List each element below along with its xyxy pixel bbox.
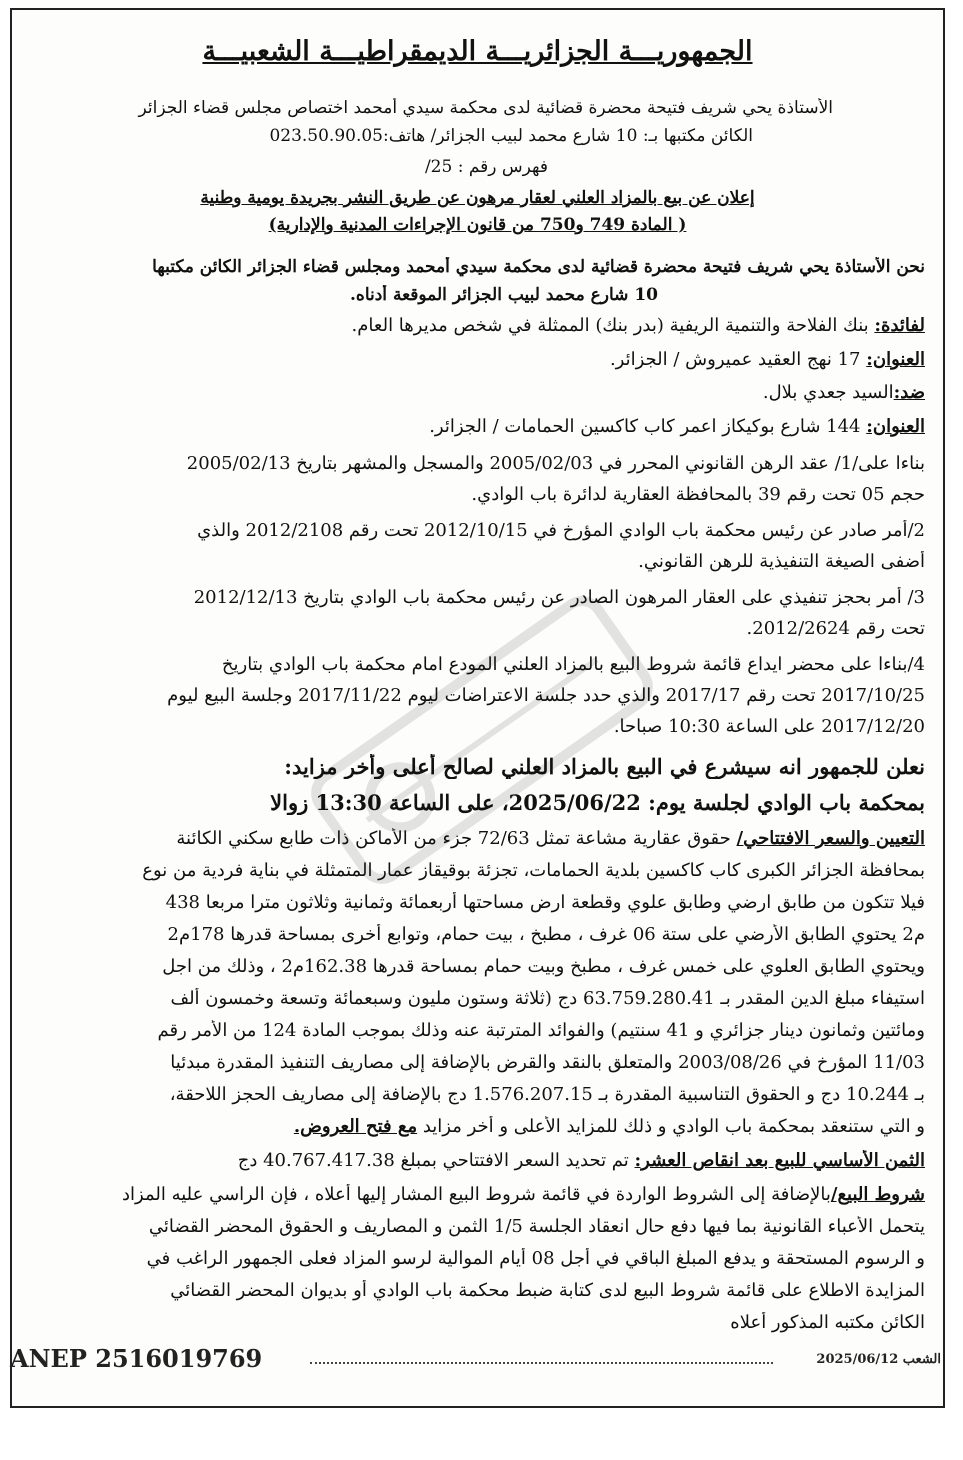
base-price-line: [30, 1150, 925, 1171]
details-line-4: م2 يحتوي الطابق الأرضي على ستة 06 غرف ، مطبخ ، بيت حمام، وتوابع أخرى بمساحة قدرها 178م2: [167, 924, 925, 945]
conditions-line-5: الكائن مكتبه المذكور أعلاه: [730, 1312, 925, 1333]
open-bids-note: مع فتح العروض.: [293, 1116, 418, 1137]
bailiff-line: الأستاذة يحي شريف فتيحة محضرة قضائية لدى محكمة سيدي أمحمد اختصاص مجلس قضاء الجزائر: [138, 98, 833, 118]
basis-line-3: 2/أمر صادر عن رئيس محكمة باب الوادي المؤرخ في 2012/10/15 تحت رقم 2012/2108 والذي: [197, 520, 925, 541]
beneficiary-value: بنك الفلاحة والتنمية الريفية (بدر بنك) الممثلة في شخص مديرها العام.: [351, 315, 875, 336]
basis-line-6: تحت رقم 2012/2624.: [746, 618, 925, 639]
index-number: فهرس رقم : 25/: [424, 157, 548, 177]
conditions-line-1: [30, 1184, 925, 1205]
anep-number: ANEP 2516019769: [10, 1344, 263, 1373]
republic-title: الجمهوريـــة الجزائريـــة الديمقراطيـــة الشعبيـــة: [202, 36, 753, 67]
details-line-2: بمحافظة الجزائر الكبرى كاب كاكسين بلدية الحمامات، تجزئة بوقيقاز عمار المتمثلة في بناية فردية من نوع: [142, 860, 925, 881]
debtor-address-line: [30, 416, 925, 437]
beneficiary-label: لفائدة:: [874, 315, 925, 336]
basis-line-4: أضفى الصيغة التنفيذية للرهن القانوني.: [638, 551, 925, 572]
basis-line-8: 2017/10/25 تحت رقم 2017/17 والذي حدد جلسة الاعتراضات ليوم 2017/11/22 وجلسة البيع ليوم: [167, 685, 925, 706]
against-label: ضد:: [893, 382, 925, 403]
base-price-value: تم تحديد السعر الافتتاحي بمبلغ 40.767.417.38 دج: [237, 1150, 635, 1171]
public-announcement-1: نعلن للجمهور انه سيشرع في البيع بالمزاد العلني لصالح أعلى وأخر مزايد:: [284, 754, 925, 779]
sale-session-date: بمحكمة باب الوادي لجلسة يوم: 2025/06/22، على الساعة 13:30 زوالا: [270, 790, 925, 815]
announcement-heading: إعلان عن بيع بالمزاد العلني لعقار مرهون عن طريق النشر بجريدة يومية وطنية: [200, 188, 755, 208]
details-line-7: ومائتين وثمانون دينار جزائري و 41 سنتيم) والفوائد المترتبة عنه وذلك بموجب المادة 124 من الأمر رقم: [157, 1020, 925, 1041]
basis-line-9: 2017/12/20 على الساعة 10:30 صباحا.: [613, 716, 925, 737]
basis-line-1: بناءا على/1/ عقد الرهن القانوني المحرر في 2005/02/03 والمسجل والمشهر بتاريخ 2005/02/13: [186, 453, 925, 474]
address-label-2: العنوان:: [866, 416, 925, 437]
debtor-address: 144 شارع بوكيكاز اعمر كاب كاكسين الحمامات / الجزائر.: [429, 416, 867, 437]
details-line-1: [30, 828, 925, 849]
beneficiary-address: 17 نهج العقيد عميروش / الجزائر.: [609, 349, 867, 370]
office-address-line: الكائن مكتبها بـ: 10 شارع محمد لبيب الجزائر/ هاتف:023.50.90.05: [269, 126, 753, 146]
basis-line-2: حجم 05 تحت رقم 39 بالمحافظة العقارية لدائرة باب الوادي.: [471, 484, 925, 505]
against-line: [30, 382, 925, 403]
details-text-10: و التي ستنعقد بمحكمة باب الوادي و ذلك للمزايد الأعلى و أخر مزايد: [417, 1116, 925, 1137]
details-line-9: بـ 10.244 دج و الحقوق التناسبية المقدرة بـ 1.576.207.15 دج بالإضافة إلى مصاريف الحجز اللاحقة،: [169, 1084, 925, 1105]
beneficiary-line: [30, 315, 925, 336]
intro-line-2: 10 شارع محمد لبيب الجزائر الموقعة أدناه.: [350, 285, 658, 305]
footer-divider: [310, 1362, 773, 1364]
announcement-articles: ( المادة 749 و750 من قانون الإجراءات المدنية والإدارية): [268, 215, 687, 235]
basis-line-5: 3/ أمر بحجز تنفيذي على العقار المرهون الصادر عن رئيس محكمة باب الوادي بتاريخ 2012/12/13: [193, 587, 925, 608]
intro-line-1: نحن الأستاذة يحي شريف فتيحة محضرة قضائية لدى محكمة سيدي أمحمد ومجلس قضاء الجزائر الكائن مكتبها: [152, 257, 925, 277]
details-text-1: حقوق عقارية مشاعة تمثل 72/63 جزء من الأماكن ذات طابع سكني الكائنة: [176, 828, 737, 849]
beneficiary-address-line: [30, 349, 925, 370]
conditions-text-1: بالإضافة إلى الشروط الواردة في قائمة شروط البيع المشار إليها أعلاه ، فإن الراسي عليه المزاد: [122, 1184, 831, 1205]
conditions-line-4: المزايدة الاطلاع على قائمة شروط البيع لدى كتابة ضبط محكمة باب الوادي أو بديوان المحضر القضائي: [170, 1280, 925, 1301]
details-line-3: فيلا تتكون من طابق ارضي وطابق علوي وقطعة ارض مساحتها أربعمائة وثمانية وثلاثون مترا مربعا 438: [165, 892, 925, 913]
basis-line-7: 4/بناءا على محضر ايداع قائمة شروط البيع بالمزاد العلني المودع امام محكمة باب الوادي بتاريخ: [221, 654, 925, 675]
conditions-label: شروط البيع/: [830, 1184, 925, 1205]
conditions-line-3: و الرسوم المستحقة و يدفع المبلغ الباقي في أجل 08 أيام الموالية لرسو المزاد فعلى الجمهور الراغب في: [146, 1248, 925, 1269]
details-label: التعيين والسعر الافتتاحي/: [736, 828, 925, 849]
address-label: العنوان:: [866, 349, 925, 370]
legal-notice-page: [10, 8, 945, 1408]
publication-date: الشعب 2025/06/12: [816, 1352, 941, 1367]
details-line-5: ويحتوي الطابق العلوي على خمس غرف ، مطبخ وبيت حمام بمساحة قدرها 162.38م2 ، وذلك من اجل: [162, 956, 925, 977]
base-price-label: الثمن الأساسي للبيع بعد انقاص العشر:: [634, 1150, 925, 1171]
details-line-8: 11/03 المؤرخ في 2003/08/26 والمتعلق بالنقد والقرض بالإضافة إلى مصاريف التنفيذ المقدرة مبدئيا: [170, 1052, 925, 1073]
debtor-name: السيد جعدي بلال.: [762, 382, 894, 403]
conditions-line-2: يتحمل الأعباء القانونية بما فيها دفع حال انعقاد الجلسة 1/5 الثمن و المصاريف و الحقوق المحضر القضائي: [148, 1216, 925, 1237]
details-line-6: استيفاء مبلغ الدين المقدر بـ 63.759.280.41 دج (ثلاثة وستون مليون وسبعمائة وتسعة وخمسون ألف: [170, 988, 925, 1009]
details-line-10: [30, 1116, 925, 1137]
